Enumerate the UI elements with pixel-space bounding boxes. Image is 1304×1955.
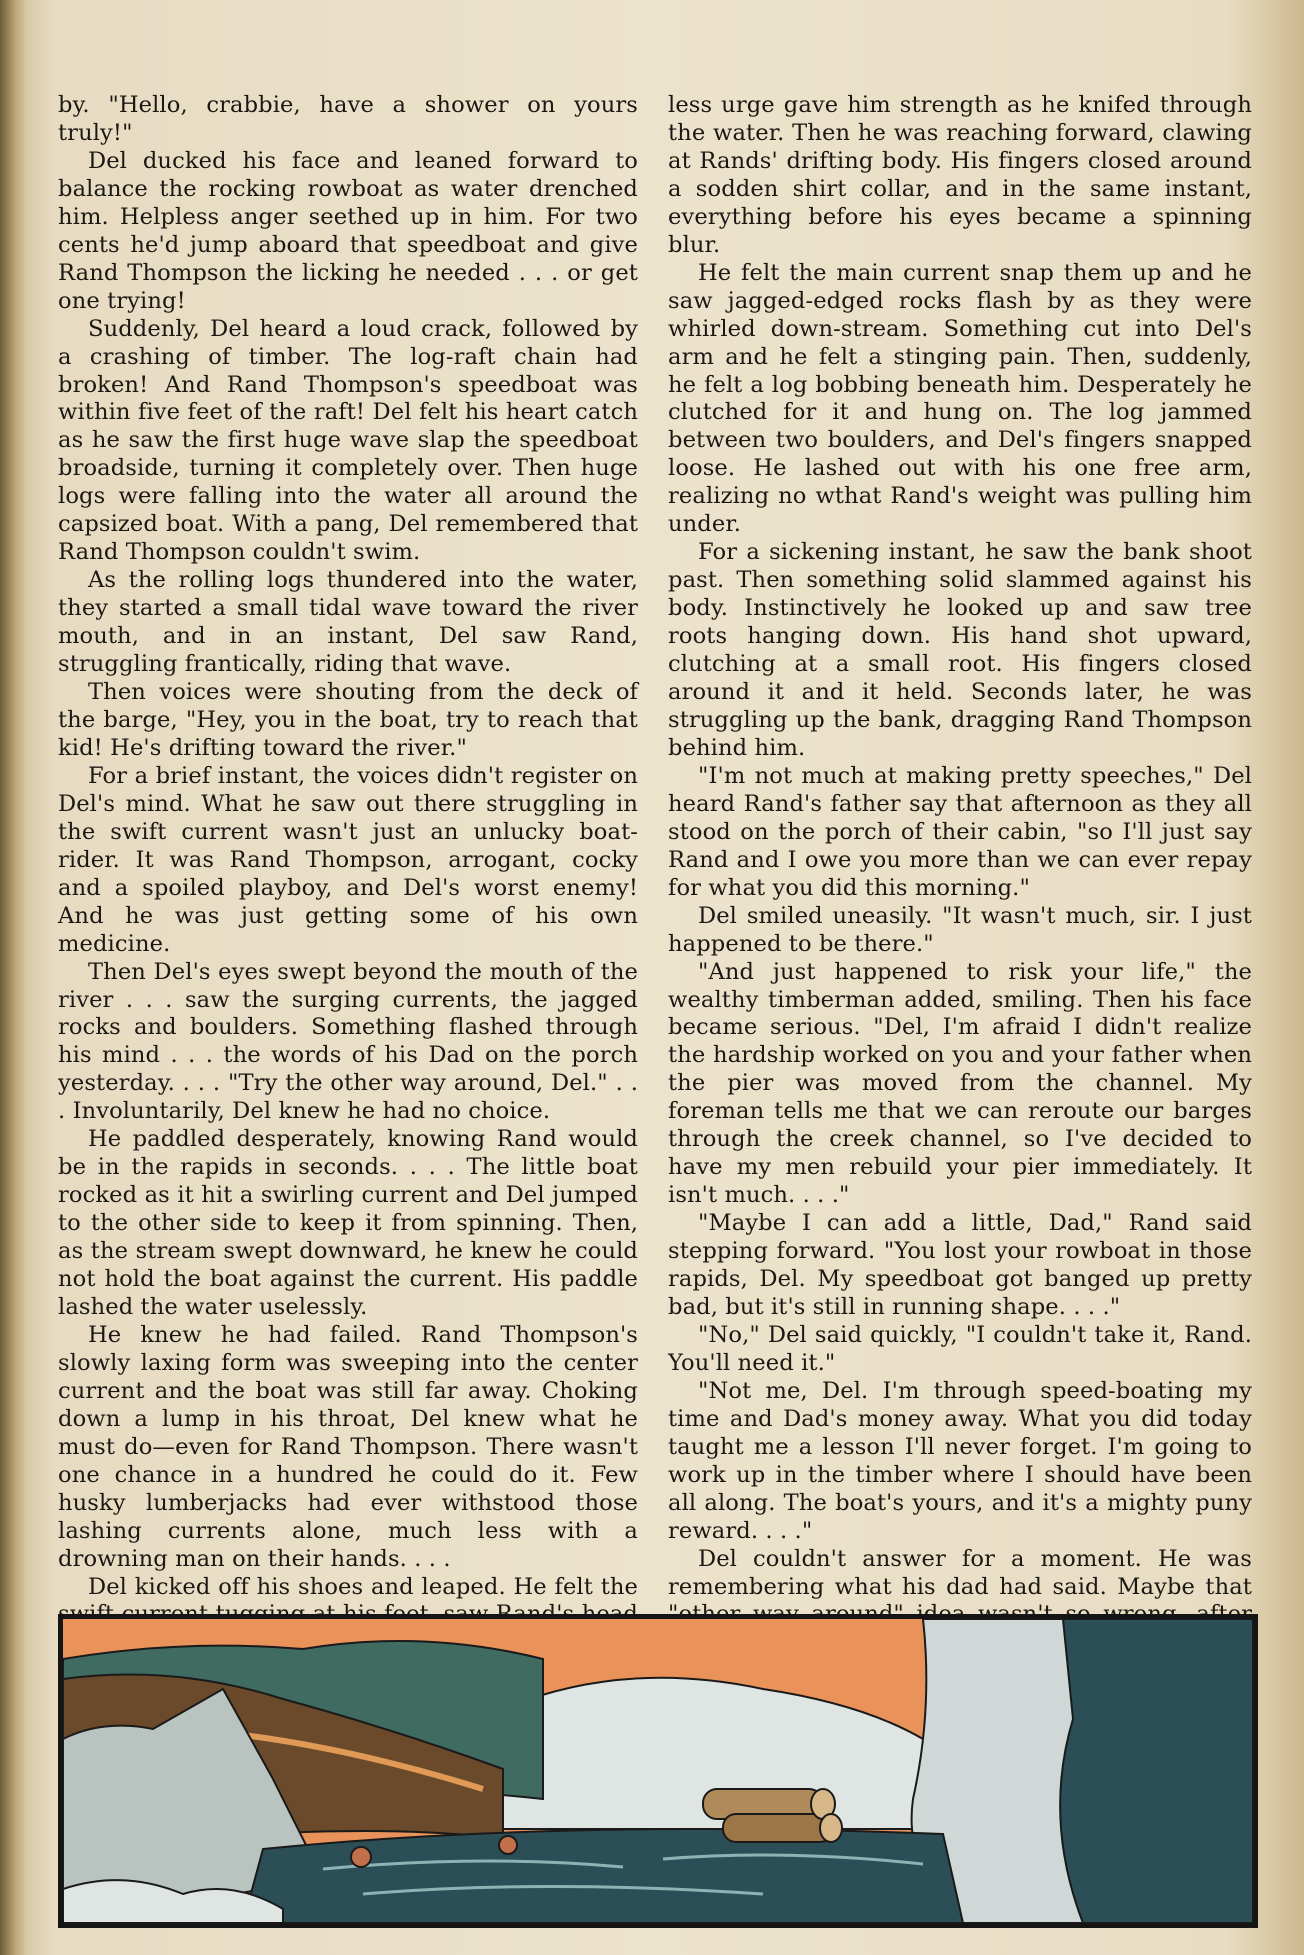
story-right-column — [668, 92, 1252, 1713]
paragraph: Then voices were shouting from the deck of the barge, "Hey, you in the boat, try to reach that kid! He's drifting toward the river." — [58, 679, 638, 761]
page-spine-shadow — [0, 0, 26, 1955]
paragraph: Del smiled uneasily. "It wasn't much, sir. I just happened to be there." — [668, 902, 1252, 957]
paragraph: less urge gave him strength as he knifed through the water. Then he was reaching forward, clawing at Rands' drifting body. His fingers closed around a sodden shirt collar, and in the same instant, everything before his eyes became a spinning blur. — [668, 92, 1252, 258]
paragraph: For a sickening instant, he saw the bank shoot past. Then something solid slammed against his body. Instinctively he looked up and saw tree roots hanging down. His hand shot upward, clutching at a small root. His fingers closed around it and it held. Seconds later, he was struggling up the bank, dragging Rand Thompson behind him. — [668, 539, 1252, 761]
floating-logs — [703, 1789, 842, 1842]
paragraph: Del ducked his face and leaned forward to balance the rocking rowboat as water drenched him. Helpless anger seethed up in him. For two cents he'd jump aboard that speedboat and give Rand Thompson the licking he needed . . . or get one trying! — [58, 147, 638, 314]
paragraph: "No," Del said quickly, "I couldn't take it, Rand. You'll need it." — [668, 1321, 1252, 1376]
paragraph: For a brief instant, the voices didn't register on Del's mind. What he saw out there struggling in the swift current wasn't just an unlucky boat-rider. It was Rand Thompson, arrogant, cocky and a spoiled playboy, and Del's worst enemy! And he was just getting some of his own medicine. — [58, 762, 638, 957]
paragraph: "I'm not much at making pretty speeches," Del heard Rand's father say that afternoon as they all stood on the porch of their cabin, "so I'll just say Rand and I owe you more than we can ever repay for what you did this morning." — [668, 762, 1252, 901]
paragraph: "Not me, Del. I'm through speed-boating my time and Dad's money away. What you did today taught me a lesson I'll never forget. I'm going to work up in the timber where I should have been all along. The boat's yours, and it's a mighty puny reward. . . ." — [668, 1377, 1252, 1544]
swimmer-head — [499, 1836, 517, 1854]
illustration-svg — [63, 1619, 1253, 1923]
paragraph: As the rolling logs thundered into the water, they started a small tidal wave toward the river mouth, and in an instant, Del saw Rand, struggling frantically, riding that wave. — [58, 567, 638, 678]
paragraph: "Maybe I can add a little, Dad," Rand said stepping forward. "You lost your rowboat in those rapids, Del. My speedboat got banged up pretty bad, but it's still in running shape. . . ." — [668, 1210, 1252, 1320]
swimmer-head — [351, 1847, 371, 1867]
paragraph: Then Del's eyes swept beyond the mouth of the river . . . saw the surging currents, the jagged rocks and boulders. Something flashed through his mind . . . the words of his Dad on the porch yesterday. . . . "Try the other way around, Del." . . . Involuntarily, Del knew he had no choice. — [58, 958, 638, 1125]
paragraph: He knew he had failed. Rand Thompson's slowly laxing form was sweeping into the center current and the boat was still far away. Choking down a lump in his throat, Del knew what he must do—even for Rand Thompson. There wasn't one chance in a hundred he could do it. Few husky lumberjacks had ever withstood those lashing currents alone, much less with a drowning man on their hands. . . . — [58, 1321, 638, 1572]
river — [243, 1829, 963, 1923]
dark-cliff-face — [1060, 1619, 1253, 1923]
paragraph: Suddenly, Del heard a loud crack, followed by a crashing of timber. The log-raft chain had broken! And Rand Thompson's speedboat was within five feet of the raft! Del felt his heart catch as he saw the first huge wave slap the speedboat broadside, turning it completely over. Then huge logs were falling into the water all around the capsized boat. With a pang, Del remembered that Rand Thompson couldn't swim. — [58, 315, 638, 566]
paragraph: "And just happened to risk your life," the wealthy timberman added, smiling. Then his face became serious. "Del, I'm afraid I didn't realize the hardship worked on you and your father when the pier was moved from the channel. My foreman tells me that we can reroute our barges through the creek channel, so I've decided to have my men rebuild your pier immediately. It isn't much. . . ." — [668, 958, 1252, 1209]
paragraph: Del couldn't answer for a moment. He was remembering what his dad had said. Maybe that — [668, 1545, 1252, 1600]
paragraph: He felt the main current snap them up and he saw jagged-edged rocks flash by as they were whirled down-stream. Something cut into Del's arm and he felt a stinging pain. Then, suddenly, he felt a log bobbing beneath him. Desperately he clutched for it and hung on. The log jammed between two boulders, and Del's fingers snapped loose. He lashed out with his one free arm, realizing no wthat Rand's weight was pulling him under. — [668, 259, 1252, 538]
river-rapids-illustration — [58, 1614, 1258, 1928]
story-left-column — [58, 92, 638, 1657]
paragraph: He paddled desperately, knowing Rand would be in the rapids in seconds. . . . The little boat rocked as it hit a swirling current and Del jumped to the other side to keep it from spinning. Then, as the stream swept downward, he knew he could not hold the boat against the current. His paddle lashed the water uselessly. — [58, 1126, 638, 1320]
paragraph: by. "Hello, crabbie, have a shower on yours truly!" — [58, 92, 638, 146]
paragraph: Del kicked off his shoes and leaped. He felt the — [88, 1573, 638, 1600]
